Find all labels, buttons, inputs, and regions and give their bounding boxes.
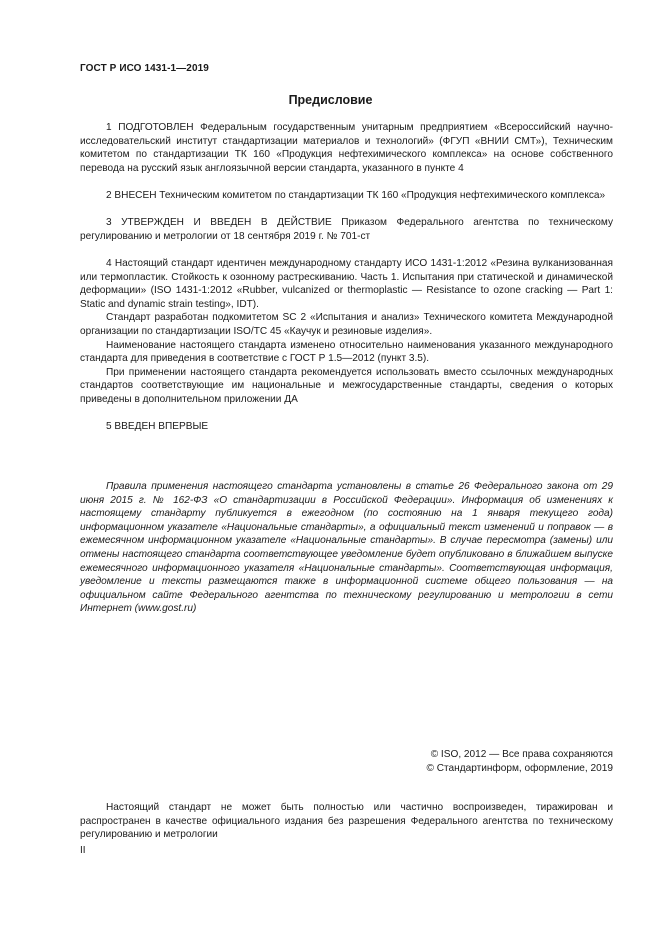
page-number: II	[80, 845, 86, 856]
paragraph-first-introduced: 5 ВВЕДЕН ВПЕРВЫЕ	[106, 421, 209, 433]
copyright-block	[426, 748, 613, 775]
paragraph-name-changed: Наименование настоящего стандарта изменено относительно наименования указанного международного стандарта для приведения в соответствие с ГОСТ Р 1.5—2012 (пункт 3.5).	[80, 339, 613, 365]
document-code-header: ГОСТ Р ИСО 1431-1—2019	[80, 63, 209, 74]
paragraph-prepared: 1 ПОДГОТОВЛЕН Федеральным государственным унитарным предприятием «Всероссийский научно-исследовательский институт стандартизации материалов и технологий» (ФГУП «ВНИИ СМТ»), Техническим комитетом по стандартизации ТК 160 «Продукция нефтехимического комплекса» на основе собственного перевода на русский язык англоязычной версии стандарта, указанного в пункте 4	[80, 122, 613, 174]
paragraph-introduced: 2 ВНЕСЕН Техническим комитетом по стандартизации ТК 160 «Продукция нефтехимического комплекса»	[106, 189, 606, 201]
application-rules-notice: Правила применения настоящего стандарта установлены в статье 26 Федерального закона от 29 июня 2015 г. № 162-ФЗ «О стандартизации в Российской Федерации». Информация об изменениях к настоящему стандарту публикуется в ежегодном (по состоянию на 1 января текущего года) информационном указателе «Национальные стандарты», а официальный текст изменений и поправок — в ежемесячном информационном указателе «Национальные стандарты». В случае пересмотра (замены) или отмены настоящего стандарта соответствующее уведомление будет опубликовано в ближайшем выпуске ежемесячного информационного указателя «Национальные стандарты». Соответствующая информация, уведомление и тексты размещаются также в информационной системе общего пользования — на официальном сайте Федерального агентства по техническому регулированию и метрологии в сети Интернет (www.gost.ru)	[80, 481, 613, 615]
paragraph-developed: Стандарт разработан подкомитетом SC 2 «Испытания и анализ» Технического комитета Международной организации по стандартизации ISO/TC 45 «Каучук и резиновые изделия».	[80, 312, 613, 337]
paragraph-identical: 4 Настоящий стандарт идентичен международному стандарту ИСО 1431-1:2012 «Резина вулканизованная или термопластик. Стойкость к озонному растрескиванию. Часть 1. Испытания при статической и динамической деформации» (ISO 1431-1:2012 «Rubber, vulcanized or thermoplastic — Resistance to ozone cracking — Part 1: Static and dynamic strain testing», IDT).	[80, 257, 613, 310]
page-title: Предисловие	[288, 93, 373, 107]
copyright-iso: © ISO, 2012 — Все права сохраняются	[430, 749, 613, 760]
paragraph-approved: 3 УТВЕРЖДЕН И ВВЕДЕН В ДЕЙСТВИЕ Приказом Федерального агентства по техническому регулированию и метрологии от 18 сентября 2019 г. № 701-ст	[80, 217, 613, 242]
reproduction-notice: Настоящий стандарт не может быть полностью или частично воспроизведен, тиражирован и распространен в качестве официального издания без разрешения Федерального агентства по техническому регулированию и метрологии	[80, 802, 613, 841]
copyright-standartinform: © Стандартинформ, оформление, 2019	[426, 762, 613, 774]
paragraph-application: При применении настоящего стандарта рекомендуется использовать вместо ссылочных международных стандартов соответствующие им национальные и межгосударственные стандарты, сведения о которых приведены в дополнительном приложении ДА	[80, 366, 613, 405]
foreword-body	[80, 121, 613, 434]
